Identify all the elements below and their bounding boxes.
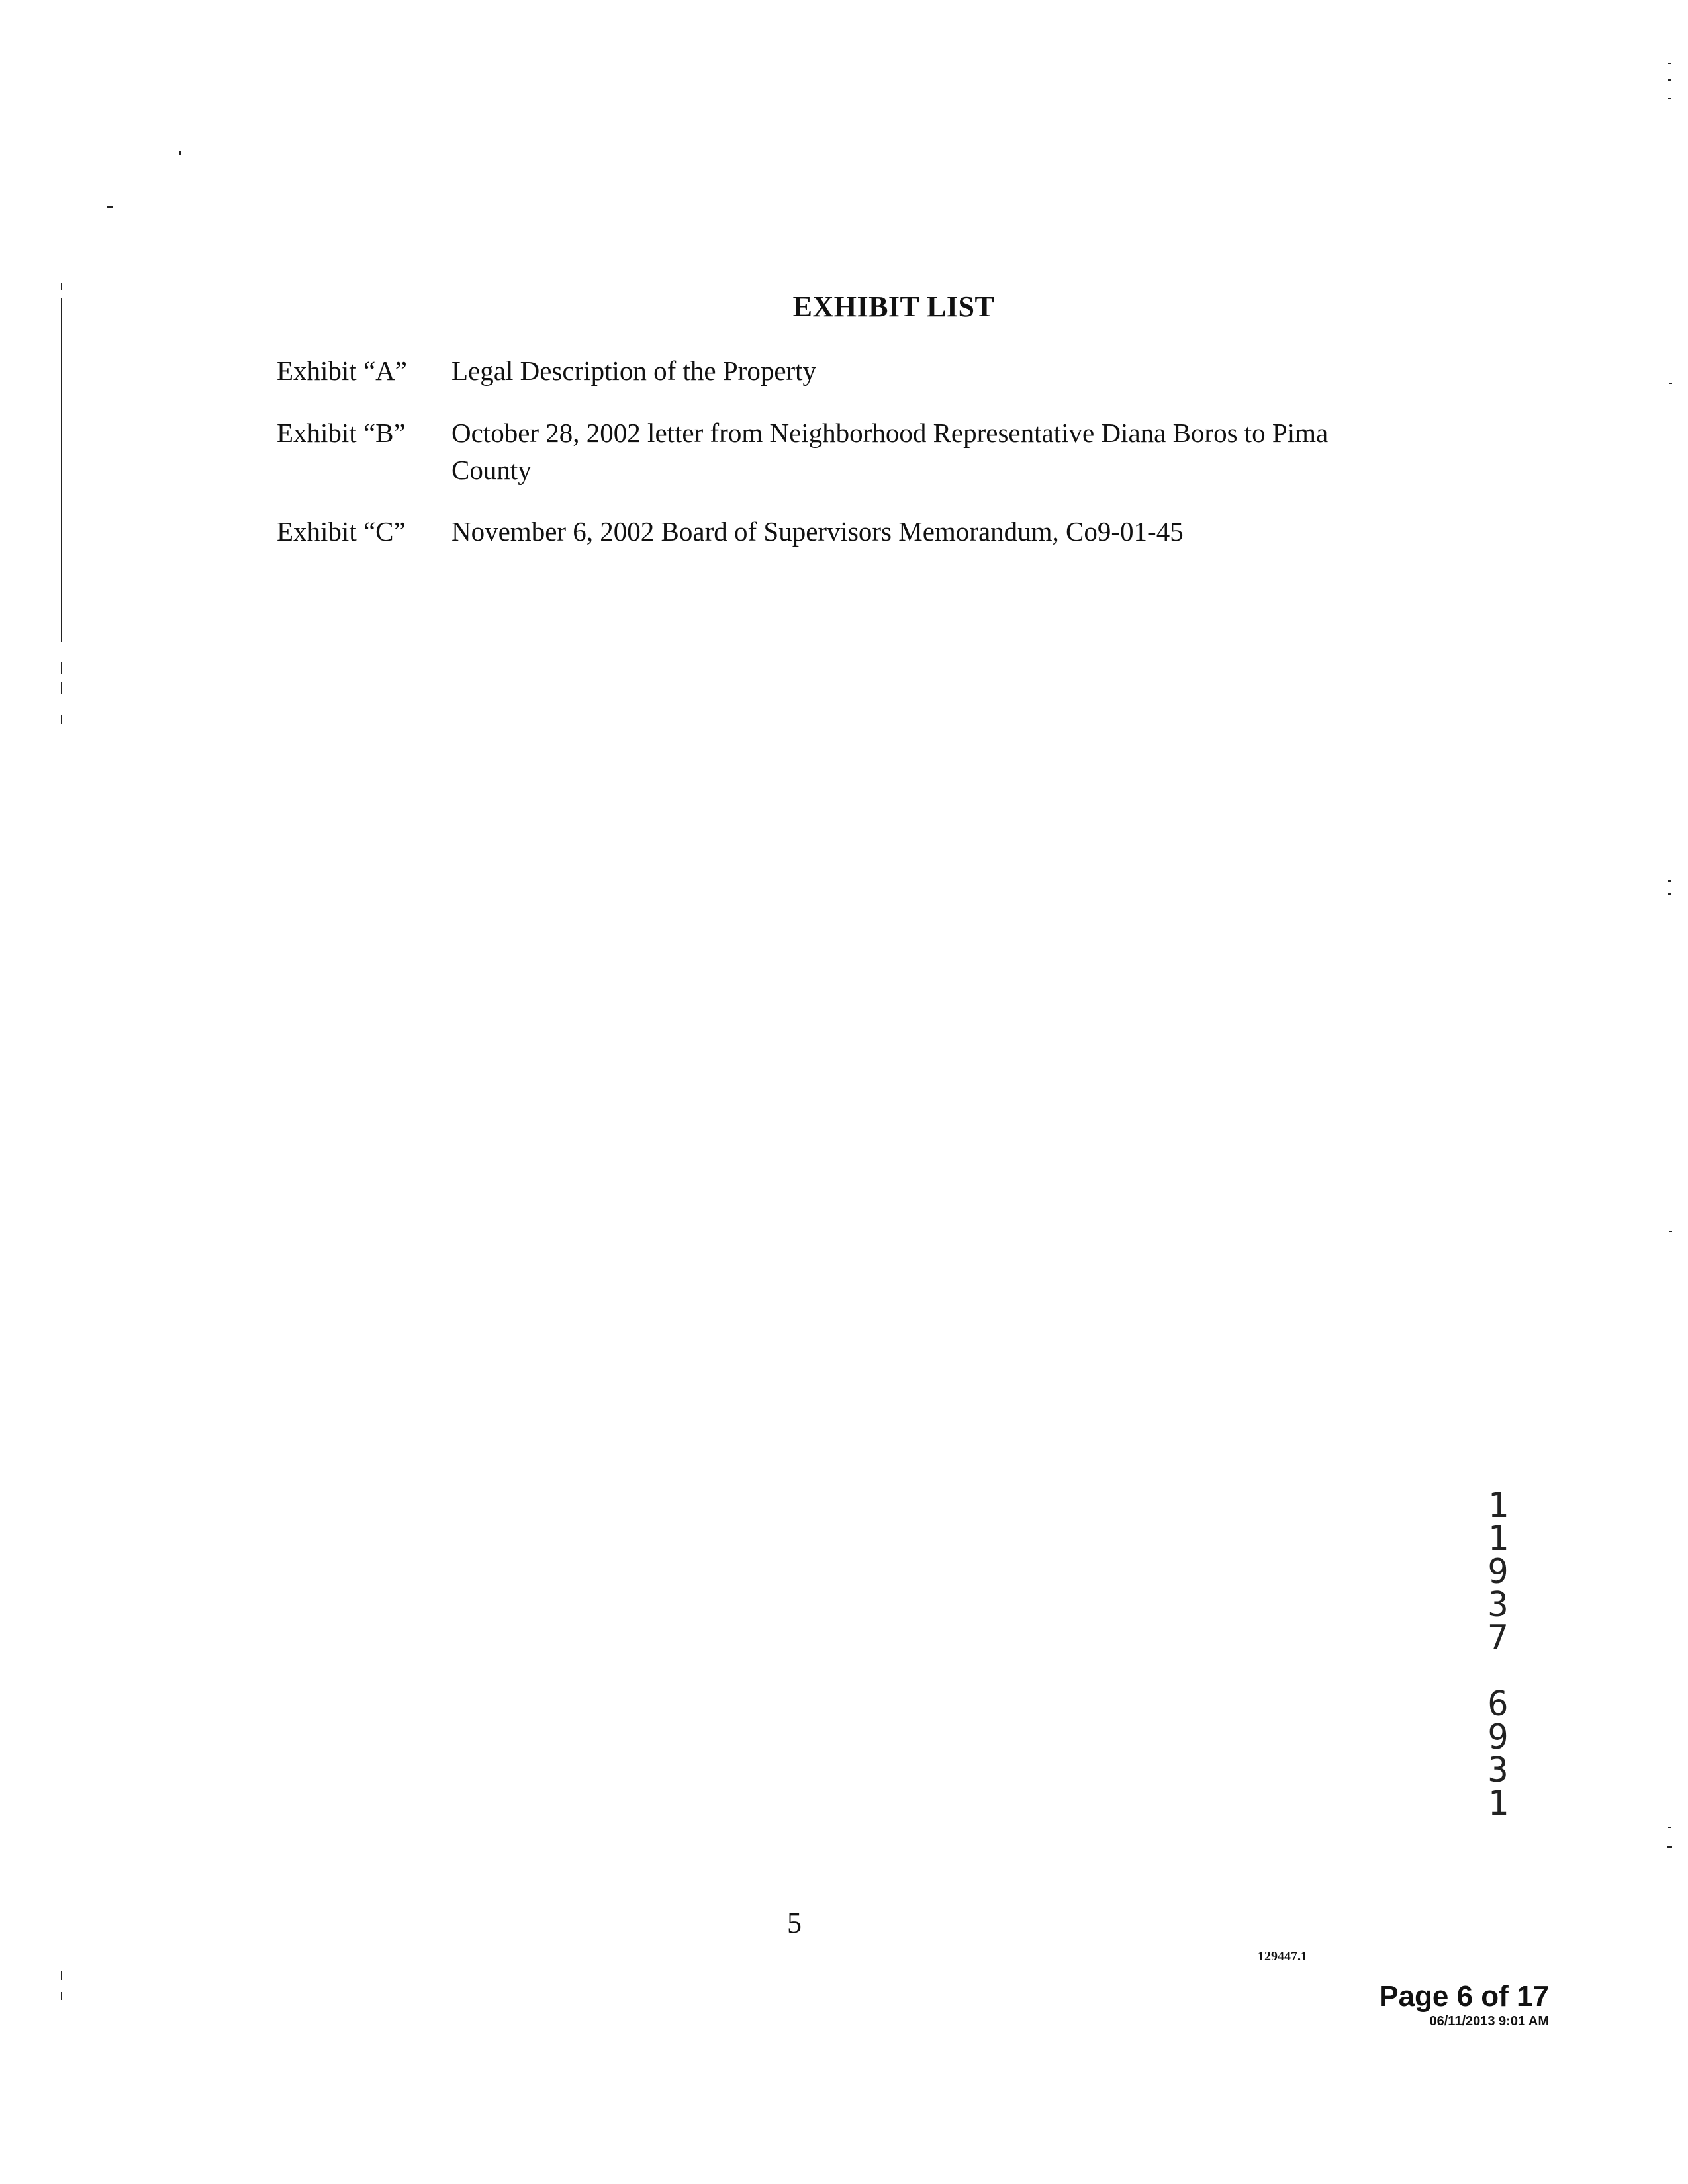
scan-artifact [61, 682, 62, 694]
recording-number [1475, 1486, 1521, 1823]
recording-digit: 1 [1487, 1519, 1509, 1559]
recording-digit: 1 [1487, 1784, 1509, 1823]
scan-artifact [1669, 383, 1672, 384]
recording-digit: 7 [1487, 1618, 1509, 1658]
page-number: 5 [787, 1907, 802, 1939]
scan-artifact [61, 715, 62, 724]
recording-digit: 3 [1487, 1751, 1509, 1790]
exhibit-description: October 28, 2002 letter from Neighborhood Representative Diana Boros to Pima County [451, 418, 1329, 485]
scan-artifact [107, 206, 113, 208]
scan-artifact [61, 662, 62, 674]
page-stamp-timestamp: 06/11/2013 9:01 AM [1429, 2014, 1549, 2028]
scan-artifact [1669, 1231, 1672, 1232]
exhibit-description: Legal Description of the Property [451, 355, 817, 386]
scan-artifact [61, 283, 62, 290]
recorder-page-stamp [1331, 1980, 1549, 2029]
scan-artifact [1668, 880, 1671, 882]
scan-artifact [1667, 1846, 1672, 1848]
scan-artifact [1668, 98, 1671, 99]
recording-digit: 1 [1487, 1486, 1509, 1525]
recording-gap [1475, 1655, 1521, 1688]
exhibit-label: Exhibit “B” [277, 418, 406, 448]
page-stamp-label: Page 6 of 17 [1379, 1980, 1549, 2013]
recording-digit: 6 [1487, 1684, 1509, 1724]
scan-artifact [61, 1971, 62, 1980]
exhibit-list-title: EXHIBIT LIST [792, 291, 995, 323]
document-id: 129447.1 [1258, 1949, 1307, 1964]
recording-digit: 9 [1487, 1552, 1509, 1592]
exhibit-description: November 6, 2002 Board of Supervisors Memorandum, Co9-01-45 [451, 516, 1184, 547]
scan-artifact [61, 298, 62, 642]
scan-artifact [1668, 893, 1671, 895]
scan-artifact [179, 151, 181, 155]
scan-artifact [1668, 63, 1671, 64]
recording-digit: 3 [1487, 1585, 1509, 1625]
scan-artifact [1668, 79, 1671, 81]
recording-digit: 9 [1487, 1717, 1509, 1757]
scan-artifact [1668, 1827, 1671, 1828]
scan-artifact [61, 1992, 62, 2000]
exhibit-label: Exhibit “A” [277, 355, 407, 386]
exhibit-label: Exhibit “C” [277, 516, 406, 547]
